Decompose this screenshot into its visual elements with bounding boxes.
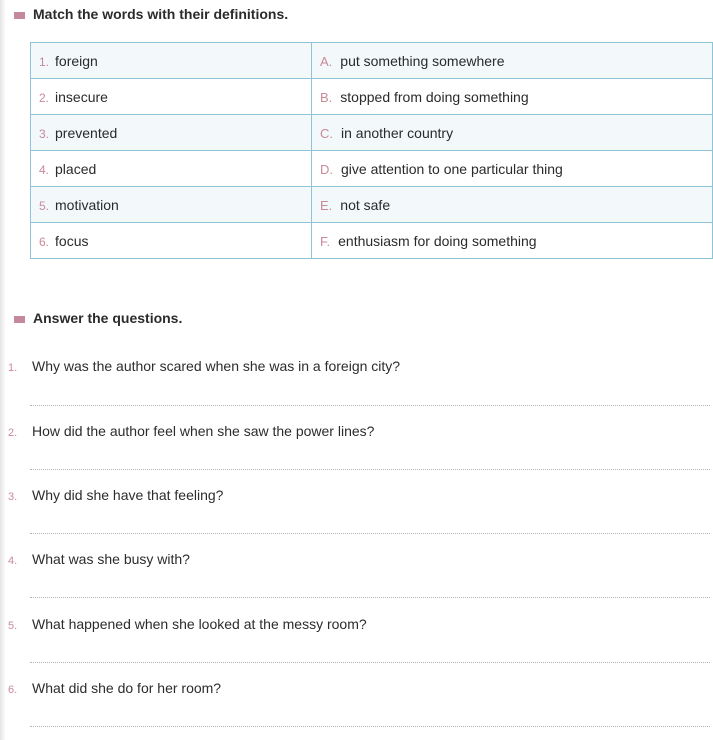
question-item: 1. Why was the author scared when she was in a foreign city? xyxy=(8,358,401,374)
question-item: 2. How did the author feel when she saw the power lines? xyxy=(8,423,375,439)
question-item: 3. Why did she have that feeling? xyxy=(8,487,224,503)
table-row xyxy=(31,79,713,115)
answer-line[interactable] xyxy=(30,726,710,727)
definition-cell: F. enthusiasm for doing something xyxy=(312,223,713,259)
page-margin-shadow xyxy=(0,0,6,740)
table-row xyxy=(31,115,713,151)
word-cell: 1. foreign xyxy=(31,43,312,79)
section-bullet-icon xyxy=(14,12,25,19)
table-row xyxy=(31,43,713,79)
answer-line[interactable] xyxy=(30,469,710,470)
word-cell: 4. placed xyxy=(31,151,312,187)
word-cell: 3. prevented xyxy=(31,115,312,151)
definition-cell: D. give attention to one particular thing xyxy=(312,151,713,187)
question-item: 4. What was she busy with? xyxy=(8,551,190,567)
definition-cell: B. stopped from doing something xyxy=(312,79,713,115)
word-cell: 5. motivation xyxy=(31,187,312,223)
table-row xyxy=(31,151,713,187)
table-row xyxy=(31,223,713,259)
definition-cell: E. not safe xyxy=(312,187,713,223)
definition-cell: A. put something somewhere xyxy=(312,43,713,79)
answer-line[interactable] xyxy=(30,662,710,663)
section-b-heading: Answer the questions. xyxy=(14,310,182,326)
section-a-heading: Match the words with their definitions. xyxy=(14,6,288,22)
answer-line[interactable] xyxy=(30,405,710,406)
section-bullet-icon xyxy=(14,316,25,323)
match-table xyxy=(30,42,713,259)
question-item: 5. What happened when she looked at the messy room? xyxy=(8,616,367,632)
definition-cell: C. in another country xyxy=(312,115,713,151)
table-row xyxy=(31,187,713,223)
word-cell: 2. insecure xyxy=(31,79,312,115)
answer-line[interactable] xyxy=(30,597,710,598)
word-cell: 6. focus xyxy=(31,223,312,259)
question-item: 6. What did she do for her room? xyxy=(8,680,222,696)
answer-line[interactable] xyxy=(30,533,710,534)
